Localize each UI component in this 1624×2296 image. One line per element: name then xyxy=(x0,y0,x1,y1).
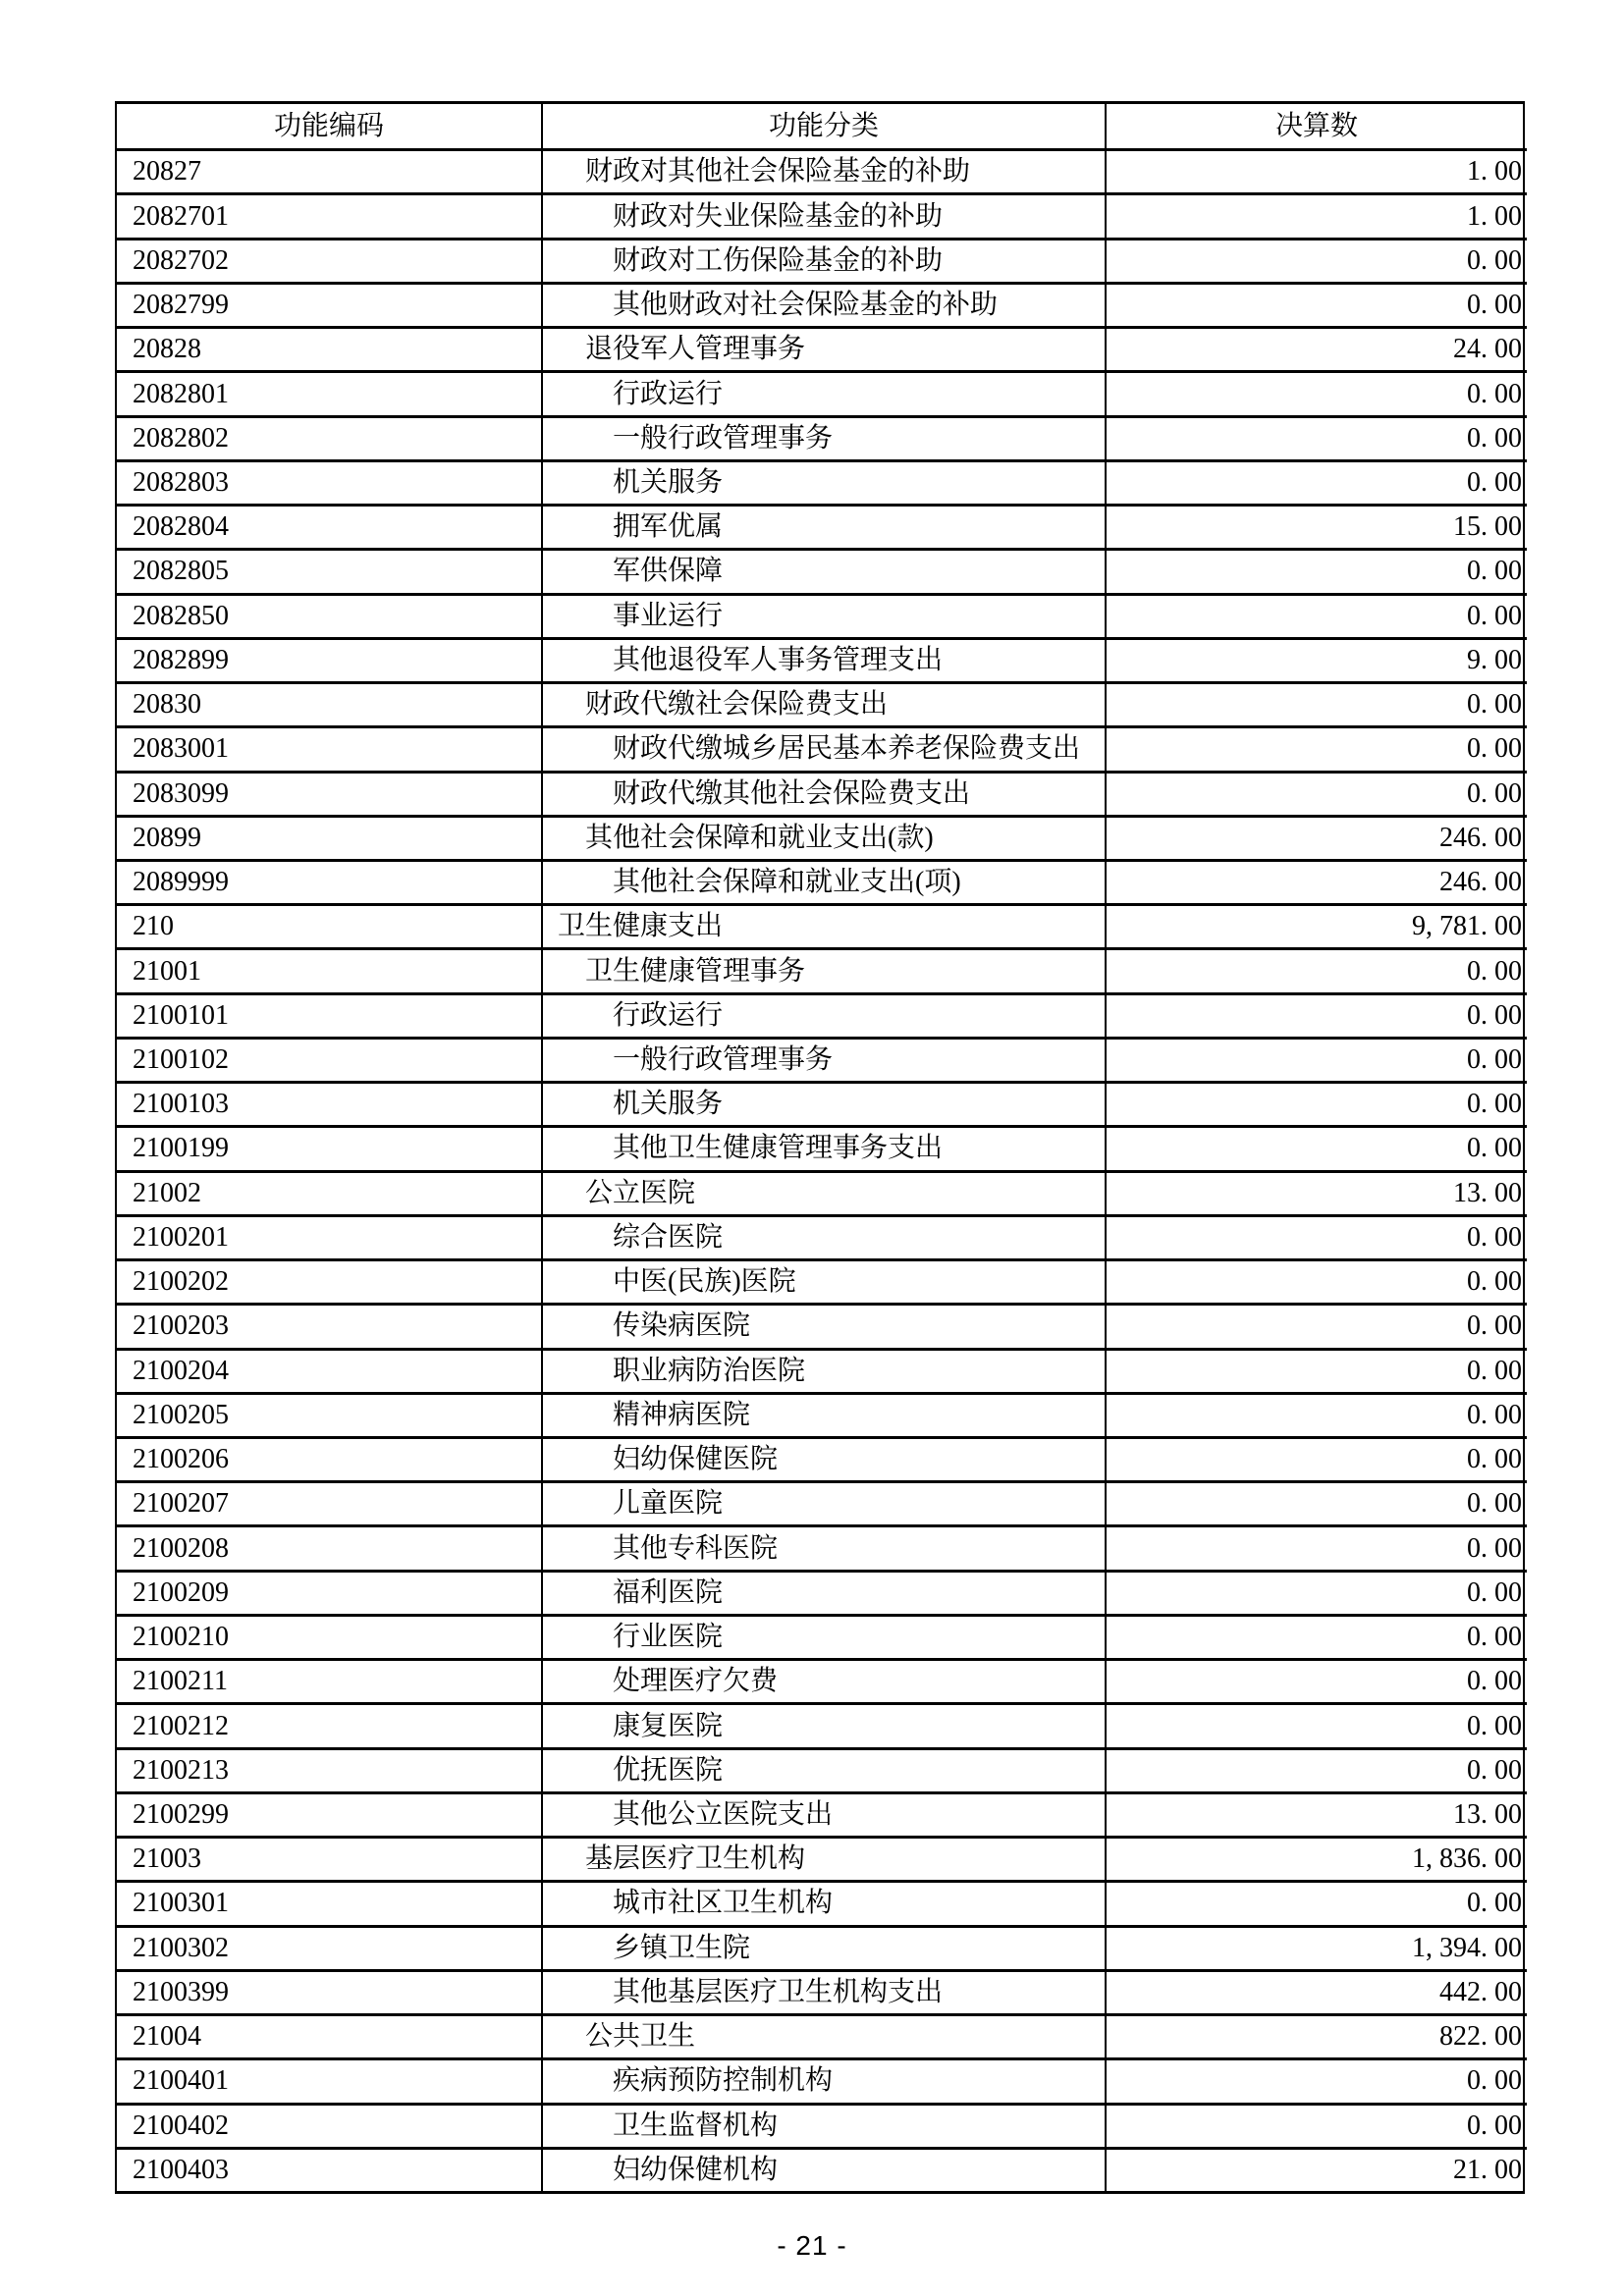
function-category-cell: 退役军人管理事务 xyxy=(541,326,1105,370)
final-account-value-cell: 0. 00 xyxy=(1105,725,1527,770)
final-account-value-cell: 0. 00 xyxy=(1105,947,1527,991)
final-account-value-cell: 822. 00 xyxy=(1105,2013,1527,2057)
function-category-cell: 机关服务 xyxy=(541,459,1105,504)
final-account-value-cell: 0. 00 xyxy=(1105,1702,1527,1746)
function-category-cell: 财政代缴其他社会保险费支出 xyxy=(541,771,1105,815)
final-account-value-cell: 246. 00 xyxy=(1105,815,1527,859)
function-code-cell: 2100213 xyxy=(117,1747,541,1791)
function-category-cell: 公共卫生 xyxy=(541,2013,1105,2057)
function-code-cell: 2100203 xyxy=(117,1303,541,1347)
function-code-cell: 2082702 xyxy=(117,238,541,282)
function-category-cell: 优抚医院 xyxy=(541,1747,1105,1791)
function-code-cell: 2083099 xyxy=(117,771,541,815)
function-code-cell: 2100103 xyxy=(117,1081,541,1125)
function-category-cell: 财政代缴城乡居民基本养老保险费支出 xyxy=(541,725,1105,770)
final-account-value-cell: 0. 00 xyxy=(1105,992,1527,1037)
function-category-cell: 一般行政管理事务 xyxy=(541,415,1105,459)
final-account-value-cell: 13. 00 xyxy=(1105,1170,1527,1214)
column-header-function-category: 功能分类 xyxy=(541,104,1105,148)
function-code-cell: 2082850 xyxy=(117,593,541,637)
final-account-value-cell: 0. 00 xyxy=(1105,1436,1527,1480)
function-category-cell: 乡镇卫生院 xyxy=(541,1925,1105,1969)
final-account-value-cell: 0. 00 xyxy=(1105,1081,1527,1125)
function-code-cell: 20899 xyxy=(117,815,541,859)
function-code-cell: 2082804 xyxy=(117,504,541,548)
function-category-cell: 公立医院 xyxy=(541,1170,1105,1214)
function-category-cell: 其他财政对社会保险基金的补助 xyxy=(541,282,1105,326)
final-account-value-cell: 1, 394. 00 xyxy=(1105,1925,1527,1969)
column-header-function-code: 功能编码 xyxy=(273,110,384,141)
function-category-cell: 传染病医院 xyxy=(541,1303,1105,1347)
final-account-value-cell: 0. 00 xyxy=(1105,593,1527,637)
final-account-value-cell: 24. 00 xyxy=(1105,326,1527,370)
final-account-value-cell: 0. 00 xyxy=(1105,370,1527,414)
final-account-value-cell: 1, 836. 00 xyxy=(1105,1836,1527,1880)
function-category-cell: 妇幼保健医院 xyxy=(541,1436,1105,1480)
function-category-cell: 卫生健康支出 xyxy=(541,903,1105,947)
function-code-cell: 21003 xyxy=(117,1836,541,1880)
function-category-cell: 福利医院 xyxy=(541,1570,1105,1614)
function-category-cell: 拥军优属 xyxy=(541,504,1105,548)
function-code-cell: 21002 xyxy=(117,1170,541,1214)
final-account-value-cell: 15. 00 xyxy=(1105,504,1527,548)
final-account-value-cell: 0. 00 xyxy=(1105,238,1527,282)
function-category-cell: 行业医院 xyxy=(541,1614,1105,1658)
function-code-cell: 2100101 xyxy=(117,992,541,1037)
function-code-cell: 21001 xyxy=(117,947,541,991)
function-code-cell: 2082803 xyxy=(117,459,541,504)
final-account-value-cell: 0. 00 xyxy=(1105,1658,1527,1702)
function-code-cell: 2089999 xyxy=(117,859,541,903)
final-account-value-cell: 0. 00 xyxy=(1105,681,1527,725)
function-category-cell: 其他基层医疗卫生机构支出 xyxy=(541,1969,1105,2013)
function-code-cell: 2100204 xyxy=(117,1348,541,1392)
function-code-cell: 2100209 xyxy=(117,1570,541,1614)
final-account-value-cell: 0. 00 xyxy=(1105,1348,1527,1392)
function-category-cell: 卫生健康管理事务 xyxy=(541,947,1105,991)
function-code-cell: 2100201 xyxy=(117,1214,541,1258)
function-category-cell: 其他退役军人事务管理支出 xyxy=(541,637,1105,681)
function-code-cell: 2100211 xyxy=(117,1658,541,1702)
final-account-value-cell: 13. 00 xyxy=(1105,1791,1527,1836)
final-account-value-cell: 0. 00 xyxy=(1105,1037,1527,1081)
function-code-cell: 20830 xyxy=(117,681,541,725)
function-category-cell: 其他卫生健康管理事务支出 xyxy=(541,1125,1105,1169)
function-category-cell: 综合医院 xyxy=(541,1214,1105,1258)
function-category-cell: 处理医疗欠费 xyxy=(541,1658,1105,1702)
function-category-cell: 财政对工伤保险基金的补助 xyxy=(541,238,1105,282)
function-code-cell: 2082701 xyxy=(117,192,541,237)
final-account-value-cell: 1. 00 xyxy=(1105,148,1527,192)
final-account-value-cell: 0. 00 xyxy=(1105,548,1527,592)
function-category-cell: 疾病预防控制机构 xyxy=(541,2057,1105,2102)
function-category-cell: 精神病医院 xyxy=(541,1392,1105,1436)
final-account-value-cell: 442. 00 xyxy=(1105,1969,1527,2013)
function-code-cell: 21004 xyxy=(117,2013,541,2057)
function-category-cell: 城市社区卫生机构 xyxy=(541,1880,1105,1924)
function-code-cell: 2100199 xyxy=(117,1125,541,1169)
final-account-value-cell: 21. 00 xyxy=(1105,2147,1527,2191)
function-category-cell: 中医(民族)医院 xyxy=(541,1258,1105,1303)
function-category-cell: 财政对失业保险基金的补助 xyxy=(541,192,1105,237)
function-category-cell: 康复医院 xyxy=(541,1702,1105,1746)
function-code-cell: 2100207 xyxy=(117,1480,541,1524)
function-code-cell: 2100401 xyxy=(117,2057,541,2102)
function-category-cell: 职业病防治医院 xyxy=(541,1348,1105,1392)
function-code-cell: 2082899 xyxy=(117,637,541,681)
budget-function-table xyxy=(115,101,1525,2194)
function-category-cell: 行政运行 xyxy=(541,992,1105,1037)
function-code-cell: 2100399 xyxy=(117,1969,541,2013)
function-code-cell: 2083001 xyxy=(117,725,541,770)
function-category-cell: 财政代缴社会保险费支出 xyxy=(541,681,1105,725)
function-code-cell: 2082802 xyxy=(117,415,541,459)
function-code-cell: 2100299 xyxy=(117,1791,541,1836)
function-category-cell: 其他社会保障和就业支出(款) xyxy=(541,815,1105,859)
function-code-cell: 2100102 xyxy=(117,1037,541,1081)
function-code-cell: 2100202 xyxy=(117,1258,541,1303)
final-account-value-cell: 0. 00 xyxy=(1105,2103,1527,2147)
final-account-value-cell: 1. 00 xyxy=(1105,192,1527,237)
final-account-value-cell: 9. 00 xyxy=(1105,637,1527,681)
function-code-cell: 2100301 xyxy=(117,1880,541,1924)
final-account-value-cell: 0. 00 xyxy=(1105,415,1527,459)
final-account-value-cell: 0. 00 xyxy=(1105,1303,1527,1347)
column-header-final-account: 决算数 xyxy=(1105,104,1527,148)
function-code-cell: 210 xyxy=(117,903,541,947)
final-account-value-cell: 0. 00 xyxy=(1105,1125,1527,1169)
function-category-cell: 机关服务 xyxy=(541,1081,1105,1125)
final-account-value-cell: 0. 00 xyxy=(1105,1614,1527,1658)
function-category-cell: 其他公立医院支出 xyxy=(541,1791,1105,1836)
final-account-value-cell: 0. 00 xyxy=(1105,1392,1527,1436)
final-account-value-cell: 0. 00 xyxy=(1105,1524,1527,1569)
function-code-cell: 2100205 xyxy=(117,1392,541,1436)
function-category-cell: 一般行政管理事务 xyxy=(541,1037,1105,1081)
final-account-value-cell: 0. 00 xyxy=(1105,1214,1527,1258)
function-category-cell: 行政运行 xyxy=(541,370,1105,414)
function-category-cell: 卫生监督机构 xyxy=(541,2103,1105,2147)
function-code-cell: 2100206 xyxy=(117,1436,541,1480)
function-code-cell: 2082805 xyxy=(117,548,541,592)
final-account-value-cell: 0. 00 xyxy=(1105,2057,1527,2102)
function-category-cell: 其他专科医院 xyxy=(541,1524,1105,1569)
function-category-cell: 儿童医院 xyxy=(541,1480,1105,1524)
final-account-value-cell: 0. 00 xyxy=(1105,1570,1527,1614)
function-code-cell: 2100210 xyxy=(117,1614,541,1658)
function-code-cell: 20828 xyxy=(117,326,541,370)
function-code-cell: 2100212 xyxy=(117,1702,541,1746)
final-account-value-cell: 0. 00 xyxy=(1105,1480,1527,1524)
final-account-value-cell: 0. 00 xyxy=(1105,1258,1527,1303)
function-category-cell: 基层医疗卫生机构 xyxy=(541,1836,1105,1880)
final-account-value-cell: 0. 00 xyxy=(1105,771,1527,815)
function-category-cell: 军供保障 xyxy=(541,548,1105,592)
function-code-cell: 2100402 xyxy=(117,2103,541,2147)
function-category-cell: 妇幼保健机构 xyxy=(541,2147,1105,2191)
final-account-value-cell: 0. 00 xyxy=(1105,1747,1527,1791)
function-code-cell: 2100302 xyxy=(117,1925,541,1969)
function-category-cell: 财政对其他社会保险基金的补助 xyxy=(541,148,1105,192)
function-code-cell: 20827 xyxy=(117,148,541,192)
final-account-value-cell: 0. 00 xyxy=(1105,459,1527,504)
function-code-cell: 2100403 xyxy=(117,2147,541,2191)
function-code-cell: 2082799 xyxy=(117,282,541,326)
page-number: - 21 - xyxy=(777,2230,847,2261)
final-account-value-cell: 0. 00 xyxy=(1105,282,1527,326)
final-account-value-cell: 0. 00 xyxy=(1105,1880,1527,1924)
function-code-cell: 2082801 xyxy=(117,370,541,414)
function-code-cell: 2100208 xyxy=(117,1524,541,1569)
final-account-value-cell: 246. 00 xyxy=(1105,859,1527,903)
final-account-value-cell: 9, 781. 00 xyxy=(1105,903,1527,947)
function-category-cell: 事业运行 xyxy=(541,593,1105,637)
function-category-cell: 其他社会保障和就业支出(项) xyxy=(541,859,1105,903)
